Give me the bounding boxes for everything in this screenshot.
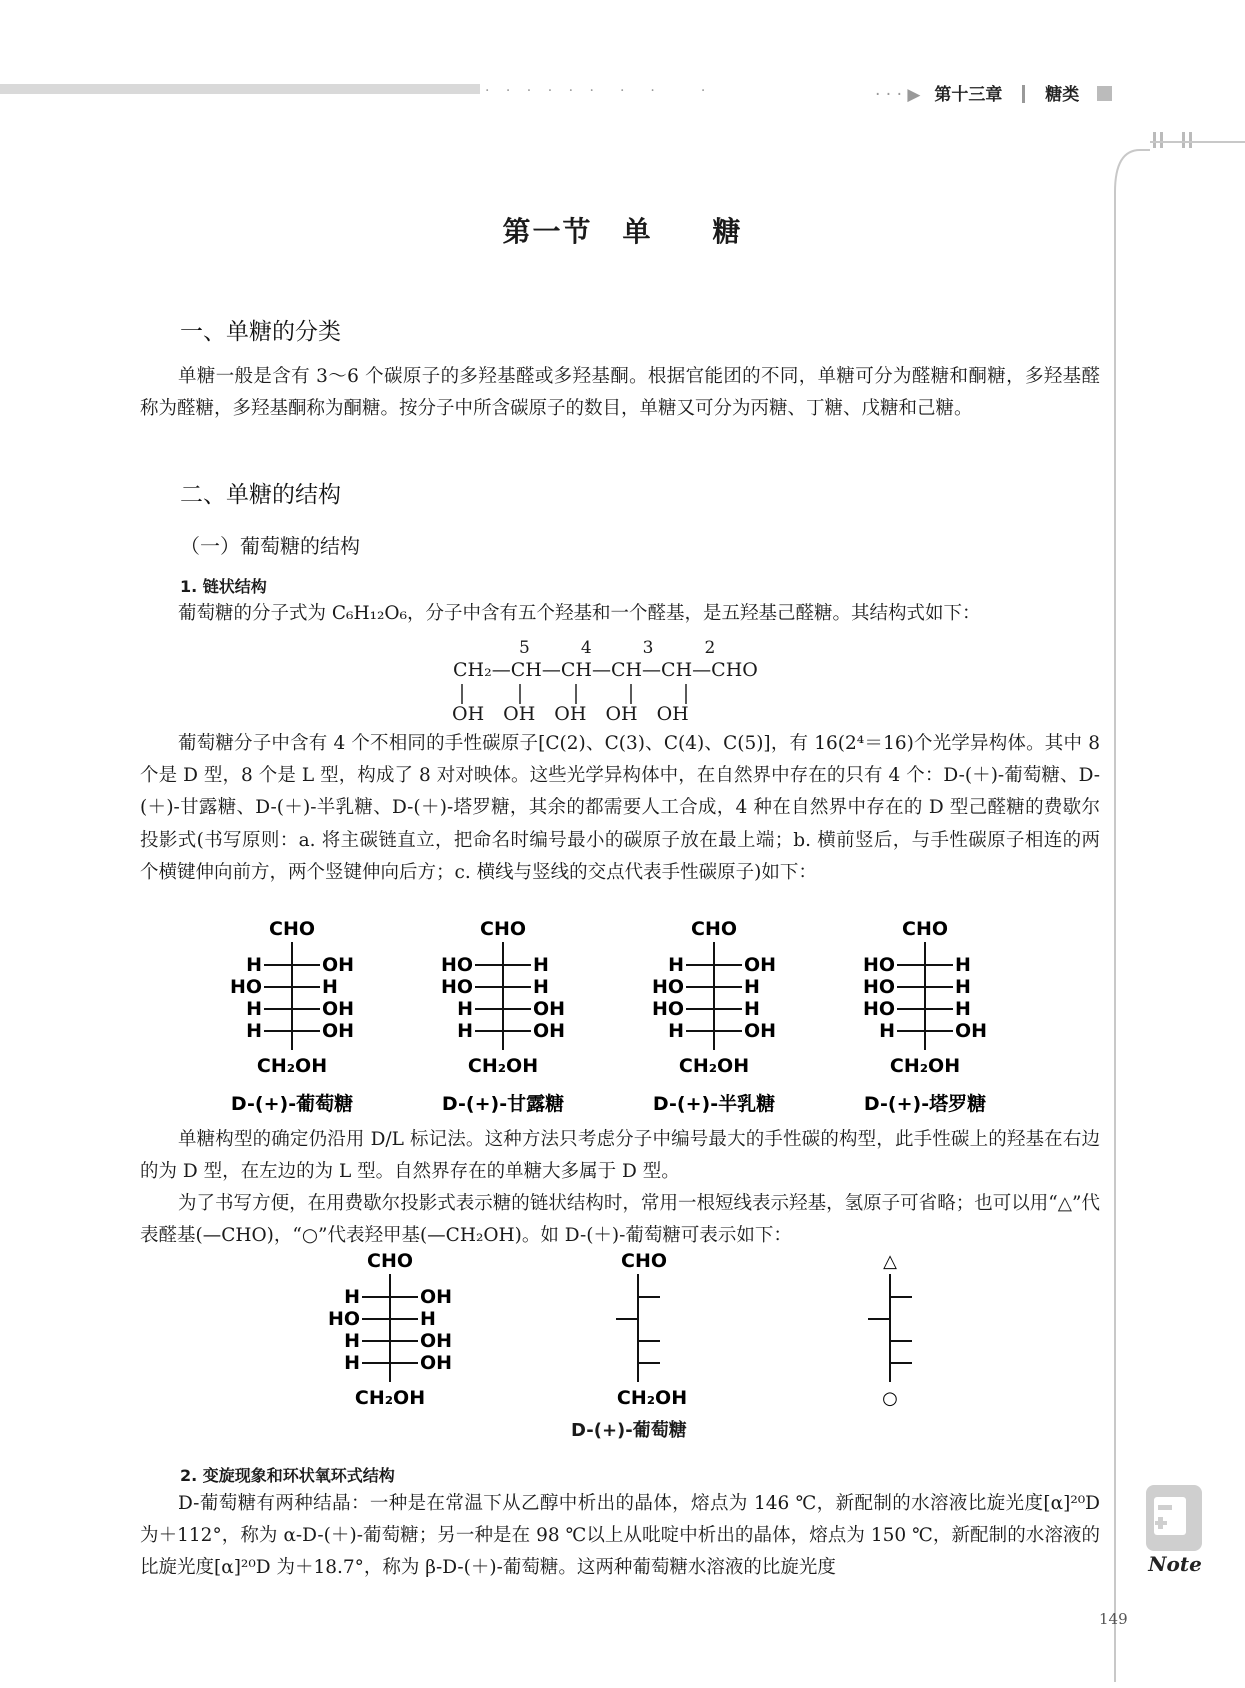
svg-text:CH₂OH: CH₂OH <box>467 1055 539 1077</box>
svg-text:OH: OH <box>744 1020 777 1042</box>
svg-text:H: H <box>457 1020 473 1042</box>
svg-text:HO: HO <box>862 954 895 976</box>
svg-text:Note: Note <box>1148 1552 1202 1576</box>
svg-text:H: H <box>533 954 549 976</box>
fischer-glucose-full <box>328 1250 452 1409</box>
svg-text:H: H <box>457 998 473 1020</box>
svg-text:OH: OH <box>322 1020 355 1042</box>
svg-text:HO: HO <box>651 998 684 1020</box>
svg-text:D-(+)-葡萄糖: D-(+)-葡萄糖 <box>230 1093 354 1115</box>
item-mutarotation: 2. 变旋现象和环状氧环式结构 <box>180 1466 395 1485</box>
svg-text:H: H <box>246 998 262 1020</box>
page-edge-decoration <box>1110 132 1245 1682</box>
svg-text:D-(+)-甘露糖: D-(+)-甘露糖 <box>441 1093 565 1115</box>
page-number: 149 <box>1099 1610 1128 1628</box>
svg-text:CHO: CHO <box>691 918 737 940</box>
chain-main-formula: CH₂—CH—CH—CH—CH—CHO <box>453 659 758 681</box>
topic-label: 糖类 <box>1045 85 1080 105</box>
running-header <box>875 80 1112 105</box>
svg-text:HO: HO <box>651 976 684 998</box>
svg-text:H: H <box>344 1330 360 1352</box>
header-bar <box>0 84 480 94</box>
subheading-glucose-structure: （一）葡萄糖的结构 <box>180 534 360 558</box>
paragraph-shorthand: 为了书写方便，在用费歇尔投影式表示糖的链状结构时，常用一根短线表示羟基，氢原子可省略；也可以用“△”代表醛基(—CHO)，“○”代表羟甲基(—CH₂OH)。如 D-(＋)-葡萄糖可表示如下： <box>140 1193 1100 1247</box>
svg-text:OH: OH <box>420 1330 453 1352</box>
square-icon <box>1097 86 1112 101</box>
svg-text:H: H <box>879 1020 895 1042</box>
svg-text:OH: OH <box>533 1020 566 1042</box>
shorthand-caption: D-(+)-葡萄糖 <box>571 1420 687 1441</box>
circle-icon: ○ <box>882 1388 898 1409</box>
svg-text:CH₂OH: CH₂OH <box>256 1055 328 1077</box>
svg-text:OH: OH <box>420 1286 453 1308</box>
note-icon <box>1140 1483 1215 1578</box>
paragraph-formula: 葡萄糖的分子式为 C₆H₁₂O₆，分子中含有五个羟基和一个醛基，是五羟基己醛糖。其结构式如下： <box>178 603 981 624</box>
fischer-glucose-short-lines <box>616 1250 687 1409</box>
chain-hydroxyls: OH OH OH OH OH <box>452 703 689 725</box>
svg-text:CH₂OH: CH₂OH <box>678 1055 750 1077</box>
svg-text:CH₂OH: CH₂OH <box>889 1055 961 1077</box>
svg-text:HO: HO <box>862 976 895 998</box>
svg-text:CHO: CHO <box>621 1250 667 1272</box>
header-dots: · · · · · · · · · <box>485 83 712 99</box>
svg-text:H: H <box>344 1286 360 1308</box>
svg-text:HO: HO <box>862 998 895 1020</box>
svg-text:CHO: CHO <box>269 918 315 940</box>
svg-text:H: H <box>322 976 338 998</box>
fischer-glucose <box>230 918 354 1115</box>
svg-text:H: H <box>955 998 971 1020</box>
svg-text:H: H <box>533 976 549 998</box>
svg-text:D-(+)-半乳糖: D-(+)-半乳糖 <box>652 1093 776 1115</box>
paragraph-classification: 单糖一般是含有 3～6 个碳原子的多羟基醛或多羟基酮。根据官能团的不同，单糖可分为醛糖和酮糖，多羟基醛称为醛糖，多羟基酮称为酮糖。按分子中所含碳原子的数目，单糖又可分为丙糖、丁糖、戊糖和己糖。 <box>140 366 1100 420</box>
svg-text:CH₂OH: CH₂OH <box>354 1387 426 1409</box>
svg-text:H: H <box>246 954 262 976</box>
svg-text:CH₂OH: CH₂OH <box>616 1387 688 1409</box>
svg-text:CHO: CHO <box>902 918 948 940</box>
chevron-right-icon: · · · ▶ <box>875 85 921 105</box>
svg-text:OH: OH <box>322 998 355 1020</box>
svg-text:H: H <box>955 976 971 998</box>
svg-text:CHO: CHO <box>367 1250 413 1272</box>
svg-text:H: H <box>246 1020 262 1042</box>
svg-text:H: H <box>344 1352 360 1374</box>
chain-carbon-numbers: 5 4 3 2 <box>519 638 716 658</box>
paragraph-isomers: 葡萄糖分子中含有 4 个不相同的手性碳原子[C(2)、C(3)、C(4)、C(5)]，有 16(2⁴＝16)个光学异构体。其中 8 个是 D 型，8 个是 L 型，构成了 8 对对映体。这些光学异构体中，在自然界中存在的只有 4 个：D-(＋)-葡萄糖、D-(＋)-甘露糖、D-(＋)-半乳糖、D-(＋)-塔罗糖，其余的都需要人工合成，4 种在自然界中存在的 D 型己醛糖的费歇尔投影式(书写原则：a. 将主碳链直立，把命名时编号最小的碳原子放在最上端；b. 横前竖后，与手性碳原子相连的两个横键伸向前方，两个竖键伸向后方；c. 横线与竖线的交点代表手性碳原子)如下： <box>140 733 1100 883</box>
svg-text:H: H <box>744 976 760 998</box>
svg-text:OH: OH <box>533 998 566 1020</box>
svg-text:H: H <box>955 954 971 976</box>
svg-text:HO: HO <box>229 976 262 998</box>
paragraph-dl-notation: 单糖构型的确定仍沿用 D/L 标记法。这种方法只考虑分子中编号最大的手性碳的构型，此手性碳上的羟基在右边的为 D 型，在左边的为 L 型。自然界存在的单糖大多属于 D 型。 <box>140 1129 1100 1183</box>
fischer-glucose-symbols <box>868 1251 912 1409</box>
svg-text:H: H <box>744 998 760 1020</box>
svg-text:H: H <box>420 1308 436 1330</box>
chapter-label: 第十三章 <box>934 85 1003 105</box>
paragraph-mutarotation: D-葡萄糖有两种结晶：一种是在常温下从乙醇中析出的晶体，熔点为 146 ℃，新配制的水溶液比旋光度[α]²⁰D 为＋112°，称为 α-D-(＋)-葡萄糖；另一种是在 98 ℃以上从吡啶中析出的晶体，熔点为 150 ℃，新配制的水溶液的比旋光度[α]²⁰D 为＋18.7°，称为 β-D-(＋)-葡萄糖。这两种葡萄糖水溶液的比旋光度 <box>140 1493 1100 1579</box>
svg-text:H: H <box>668 954 684 976</box>
svg-text:HO: HO <box>440 976 473 998</box>
svg-text:OH: OH <box>420 1352 453 1374</box>
triangle-icon: △ <box>883 1251 897 1272</box>
fischer-galactose <box>652 918 776 1115</box>
fischer-talose <box>863 918 987 1115</box>
svg-text:D-(+)-塔罗糖: D-(+)-塔罗糖 <box>863 1093 987 1115</box>
fischer-projections <box>222 918 1042 1118</box>
svg-text:HO: HO <box>327 1308 360 1330</box>
svg-text:OH: OH <box>955 1020 988 1042</box>
section-title: 第一节 单 糖 <box>502 215 743 248</box>
svg-text:HO: HO <box>440 954 473 976</box>
svg-text:OH: OH <box>322 954 355 976</box>
heading-structure: 二、单糖的结构 <box>180 482 341 508</box>
item-chain-structure: 1. 链状结构 <box>180 577 267 596</box>
svg-text:OH: OH <box>744 954 777 976</box>
svg-text:H: H <box>668 1020 684 1042</box>
svg-text:CHO: CHO <box>480 918 526 940</box>
heading-classification: 一、单糖的分类 <box>180 319 341 345</box>
header-divider <box>1022 85 1025 103</box>
fischer-mannose <box>441 918 565 1115</box>
